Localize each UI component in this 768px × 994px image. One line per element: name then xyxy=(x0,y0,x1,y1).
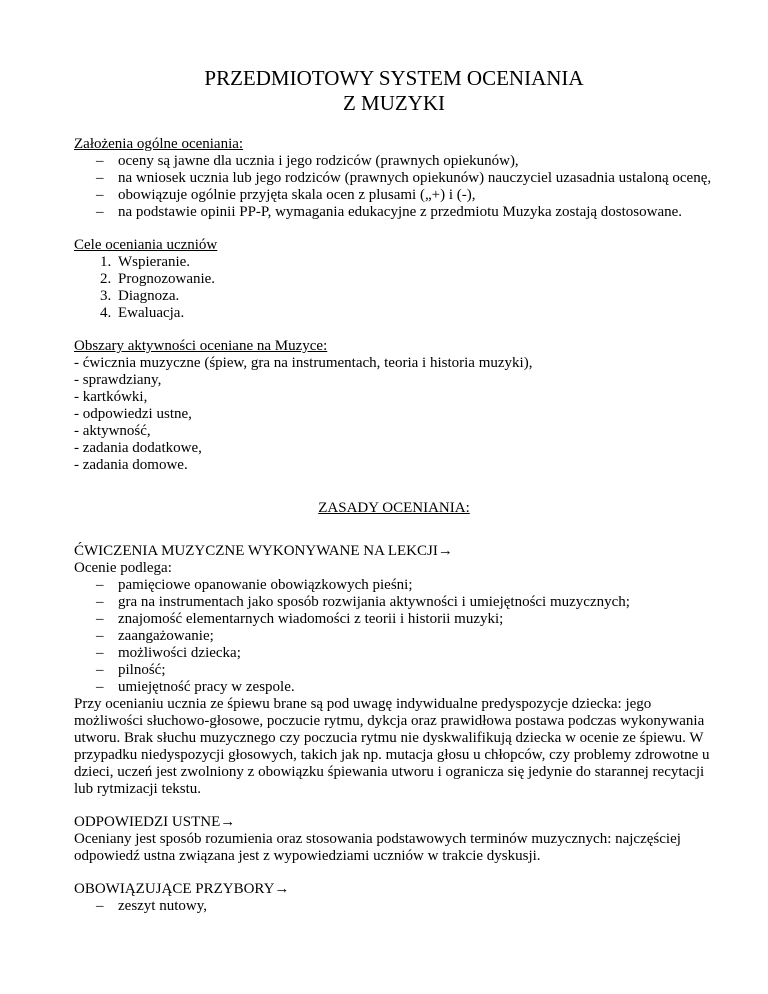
section-zalozenia xyxy=(74,136,714,221)
list-item: 4. Ewaluacja. xyxy=(100,305,185,321)
zalozenia-list xyxy=(74,153,714,221)
odpowiedzi-paragraph: Oceniany jest sposób rozumienia oraz stosowania podstawowych terminów muzycznych: najczęściej odpowiedź ustna związana jest z wypowiedziami uczniów w trakcie dyskusji. xyxy=(74,831,681,864)
title-line-1: PRZEDMIOTOWY SYSTEM OCENIANIA xyxy=(204,66,584,90)
list-item: – umiejętność pracy w zespole. xyxy=(96,679,295,695)
list-item: - aktywność, xyxy=(74,423,151,439)
list-item: – oceny są jawne dla ucznia i jego rodziców (prawnych opiekunów), xyxy=(96,153,519,169)
list-item: – gra na instrumentach jako sposób rozwijania aktywności i umiejętności muzycznych; xyxy=(96,594,630,610)
list-item: 2. Prognozowanie. xyxy=(100,271,216,287)
zasady-heading: ZASADY OCENIANIA: xyxy=(318,500,470,516)
cwiczenia-paragraph: Przy ocenianiu ucznia ze śpiewu brane są pod uwagę indywidualne predyspozycje dziecka: jego możliwości słuchowo-głosowe, poczucie rytmu, dykcja oraz prawidłowa postawa podczas wykonywania utworu. Brak słuchu muzycznego czy poczucia rytmu nie dyskwalifikują dziecka w ocenie ze śpiewu. W przypadku niedyspozycji głosowych, takich jak np. mutacja głosu u chłopców, czy problemy zdrowotne u dzieci, uczeń jest zwolniony z obowiązku śpiewania utworu i ogranicza się jedynie do starannej recytacji lub rytmizacji tekstu. xyxy=(74,696,710,797)
list-item: – zeszyt nutowy, xyxy=(96,898,208,914)
list-item: – pilność; xyxy=(96,662,166,678)
section-cele xyxy=(74,237,714,322)
przybory-list xyxy=(74,898,714,915)
section-przybory xyxy=(74,881,714,915)
document-page xyxy=(74,66,714,915)
section-cwiczenia xyxy=(74,543,714,798)
section-zasady xyxy=(74,500,714,517)
list-item: - ćwicznia muzyczne (śpiew, gra na instrumentach, teoria i historia muzyki), xyxy=(74,355,533,371)
list-item: - odpowiedzi ustne, xyxy=(74,406,192,422)
przybory-heading: OBOWIĄZUJĄCE PRZYBORY→ xyxy=(74,881,290,897)
odpowiedzi-heading: ODPOWIEDZI USTNE→ xyxy=(74,814,236,830)
list-item: – na wniosek ucznia lub jego rodziców (prawnych opiekunów) nauczyciel uzasadnia ustaloną ocenę, xyxy=(96,170,712,186)
cwiczenia-heading: ĆWICZENIA MUZYCZNE WYKONYWANE NA LEKCJI→ xyxy=(74,543,453,559)
cwiczenia-intro: Ocenie podlega: xyxy=(74,560,172,576)
list-item: – obowiązuje ogólnie przyjęta skala ocen z plusami („+) i (-), xyxy=(96,187,476,203)
list-item: - sprawdziany, xyxy=(74,372,162,388)
section-odpowiedzi xyxy=(74,814,714,865)
list-item: – pamięciowe opanowanie obowiązkowych pieśni; xyxy=(96,577,413,593)
list-item: – możliwości dziecka; xyxy=(96,645,241,661)
cele-list xyxy=(74,254,714,322)
list-item: 3. Diagnoza. xyxy=(100,288,180,304)
section-obszary xyxy=(74,338,714,474)
list-item: - zadania dodatkowe, xyxy=(74,440,202,456)
document-title xyxy=(74,66,714,116)
zalozenia-heading: Założenia ogólne oceniania: xyxy=(74,136,244,152)
list-item: – znajomość elementarnych wiadomości z teorii i historii muzyki; xyxy=(96,611,504,627)
list-item: - zadania domowe. xyxy=(74,457,188,473)
obszary-heading: Obszary aktywności oceniane na Muzyce: xyxy=(74,338,328,354)
title-line-2: Z MUZYKI xyxy=(342,91,446,115)
list-item: – na podstawie opinii PP-P, wymagania edukacyjne z przedmiotu Muzyka zostają dostosowane. xyxy=(96,204,683,220)
list-item: – zaangażowanie; xyxy=(96,628,214,644)
cwiczenia-list xyxy=(74,577,714,696)
list-item: 1. Wspieranie. xyxy=(100,254,191,270)
list-item: - kartkówki, xyxy=(74,389,148,405)
cele-heading: Cele oceniania uczniów xyxy=(74,237,218,253)
